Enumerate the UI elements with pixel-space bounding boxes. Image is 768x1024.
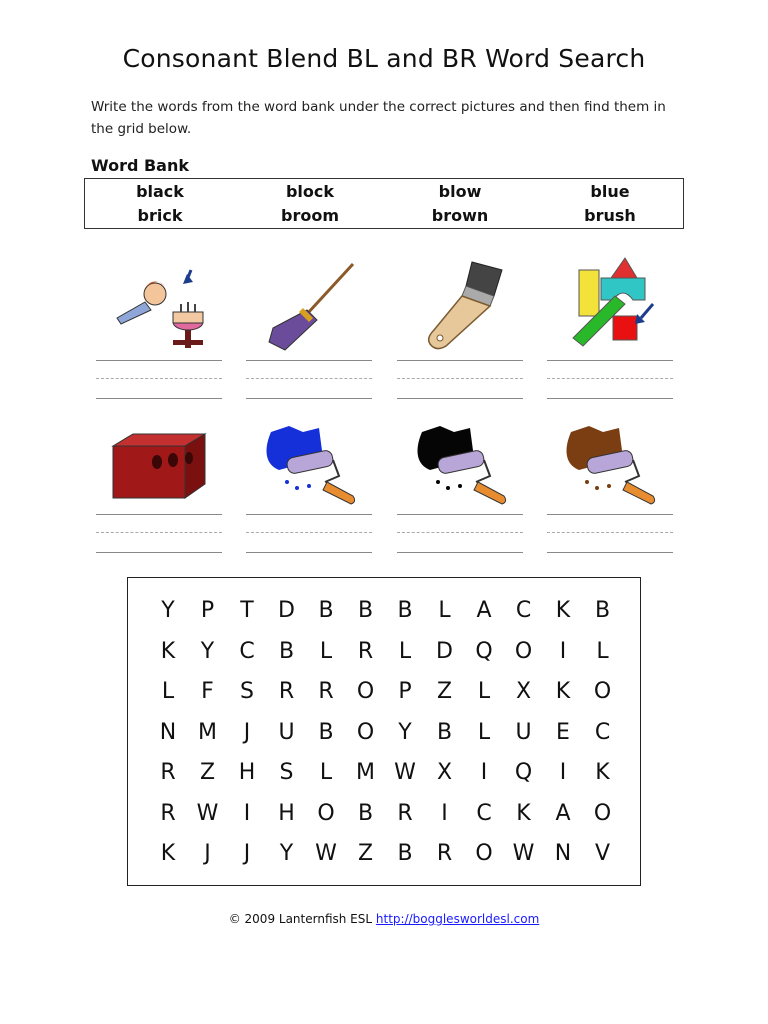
grid-letter[interactable]: Y (398, 719, 412, 745)
writing-lines[interactable] (547, 510, 673, 554)
grid-letter[interactable]: D (436, 638, 453, 664)
grid-letter[interactable]: C (594, 719, 611, 745)
grid-letter[interactable]: D (278, 598, 295, 623)
grid-letter[interactable]: B (318, 719, 334, 745)
grid-letter[interactable]: C (515, 598, 532, 623)
grid-letter[interactable]: B (357, 800, 374, 826)
grid-letter[interactable]: O (593, 800, 612, 826)
word-search-grid (127, 577, 641, 886)
grid-letter[interactable]: H (238, 760, 256, 785)
grid-letter[interactable]: R (160, 800, 176, 826)
grid-letter[interactable]: W (512, 841, 535, 866)
grid-letter[interactable]: K (516, 800, 531, 826)
word-bank-word: blue (590, 182, 630, 201)
blue-paint-roller-icon (245, 410, 375, 510)
grid-letter[interactable]: H (278, 800, 295, 826)
page-title: Consonant Blend BL and BR Word Search (122, 44, 646, 73)
grid-letter[interactable]: V (594, 841, 611, 866)
grid-letter[interactable]: J (243, 719, 251, 745)
grid-letter[interactable]: I (559, 638, 567, 664)
grid-letter[interactable]: L (398, 638, 412, 664)
grid-letter[interactable]: M (356, 760, 375, 785)
grid-letter[interactable]: A (476, 598, 492, 623)
grid-letter[interactable]: J (243, 841, 251, 866)
grid-letter[interactable]: R (397, 800, 413, 826)
grid-letter[interactable]: B (397, 598, 413, 623)
grid-letter[interactable]: Z (199, 760, 216, 785)
grid-letter[interactable]: X (436, 760, 453, 785)
grid-letter[interactable]: W (394, 760, 416, 785)
grid-letter[interactable]: K (555, 598, 571, 623)
grid-letter[interactable]: E (556, 719, 570, 745)
grid-letter[interactable]: N (554, 841, 572, 866)
grid-letter[interactable]: O (356, 679, 375, 704)
word-bank-label: Word Bank (91, 156, 190, 175)
word-bank-word: brown (431, 206, 489, 225)
grid-letter[interactable]: O (593, 679, 612, 704)
grid-letter[interactable]: P (200, 598, 215, 623)
grid-letter[interactable]: Q (514, 760, 533, 785)
brick-icon (95, 410, 225, 510)
grid-letter[interactable]: B (278, 638, 295, 664)
grid-letter[interactable]: L (319, 638, 333, 664)
grid-letter[interactable]: N (159, 719, 177, 745)
grid-letter[interactable]: B (594, 598, 611, 623)
grid-letter[interactable]: Q (475, 638, 493, 664)
grid-letter[interactable]: R (357, 638, 374, 664)
grid-letter[interactable]: U (515, 719, 532, 745)
grid-letter[interactable]: W (315, 841, 337, 866)
grid-letter[interactable]: I (243, 800, 251, 826)
writing-lines[interactable] (246, 356, 372, 400)
grid-letter[interactable]: O (514, 638, 533, 664)
grid-letter[interactable]: K (555, 679, 571, 704)
grid-letter[interactable]: L (438, 598, 451, 623)
grid-letter[interactable]: Y (200, 638, 215, 664)
grid-letter[interactable]: F (201, 679, 214, 704)
paint-brush-icon (396, 252, 526, 352)
grid-letter[interactable]: B (397, 841, 413, 866)
grid-letter[interactable]: L (596, 638, 609, 664)
grid-letter[interactable]: L (319, 760, 333, 785)
writing-lines[interactable] (96, 510, 222, 554)
toy-blocks-icon (545, 252, 675, 352)
grid-letter[interactable]: S (279, 760, 294, 785)
grid-letter[interactable]: L (161, 679, 175, 704)
grid-letter[interactable]: R (436, 841, 453, 866)
writing-lines[interactable] (96, 356, 222, 400)
writing-lines[interactable] (397, 356, 523, 400)
grid-letter[interactable]: C (476, 800, 492, 826)
word-bank-word: broom (281, 206, 339, 225)
grid-letter[interactable]: J (204, 841, 211, 866)
word-bank-word: brick (137, 206, 183, 225)
grid-letter[interactable]: I (441, 800, 448, 826)
writing-lines[interactable] (397, 510, 523, 554)
grid-letter[interactable]: Y (161, 598, 175, 623)
grid-letter[interactable]: K (595, 760, 610, 785)
grid-letter[interactable]: B (436, 719, 453, 745)
website-link[interactable]: http://bogglesworldesl.com (375, 912, 540, 926)
grid-letter[interactable]: Z (357, 841, 374, 866)
grid-letter[interactable]: I (559, 760, 567, 785)
grid-letter[interactable]: O (356, 719, 375, 745)
grid-letter[interactable]: S (240, 679, 254, 704)
grid-letter[interactable]: R (160, 760, 176, 785)
grid-letter[interactable]: M (198, 719, 217, 745)
grid-letter[interactable]: A (555, 800, 571, 826)
grid-letter[interactable]: O (475, 841, 493, 866)
instructions-text: Write the words from the word bank under the correct pictures and then find them in the grid below. (91, 99, 666, 137)
grid-letter[interactable]: K (160, 841, 176, 866)
grid-letter[interactable]: U (278, 719, 295, 745)
boy-blowing-candles-icon (95, 252, 225, 352)
grid-letter[interactable]: B (318, 598, 334, 623)
grid-letter[interactable]: I (480, 760, 488, 785)
grid-letter[interactable]: L (477, 719, 491, 745)
grid-letter[interactable]: Z (436, 679, 453, 704)
word-bank-box (84, 178, 684, 229)
word-bank-word: brush (584, 206, 636, 225)
copyright-text: © 2009 Lanternfish ESL (228, 912, 373, 926)
brown-paint-roller-icon (545, 410, 675, 510)
writing-lines[interactable] (246, 510, 372, 554)
grid-letter[interactable]: Y (279, 841, 294, 866)
grid-letter[interactable]: R (278, 679, 295, 704)
grid-letter[interactable]: L (477, 679, 491, 704)
grid-letter[interactable]: T (240, 598, 254, 623)
word-bank-word: black (136, 182, 184, 201)
writing-lines[interactable] (547, 356, 673, 400)
word-bank-word: blow (438, 182, 482, 201)
grid-letter[interactable]: B (357, 598, 374, 623)
word-bank-word: block (285, 182, 335, 201)
broom-icon (245, 252, 375, 352)
black-paint-roller-icon (396, 410, 526, 510)
footer (0, 912, 768, 926)
grid-letter[interactable]: O (317, 800, 335, 826)
grid-letter[interactable]: P (398, 679, 412, 704)
grid-letter[interactable]: C (239, 638, 255, 664)
grid-letter[interactable]: W (196, 800, 219, 826)
grid-letter[interactable]: X (515, 679, 532, 704)
grid-letter[interactable]: R (318, 679, 334, 704)
grid-letter[interactable]: K (160, 638, 176, 664)
